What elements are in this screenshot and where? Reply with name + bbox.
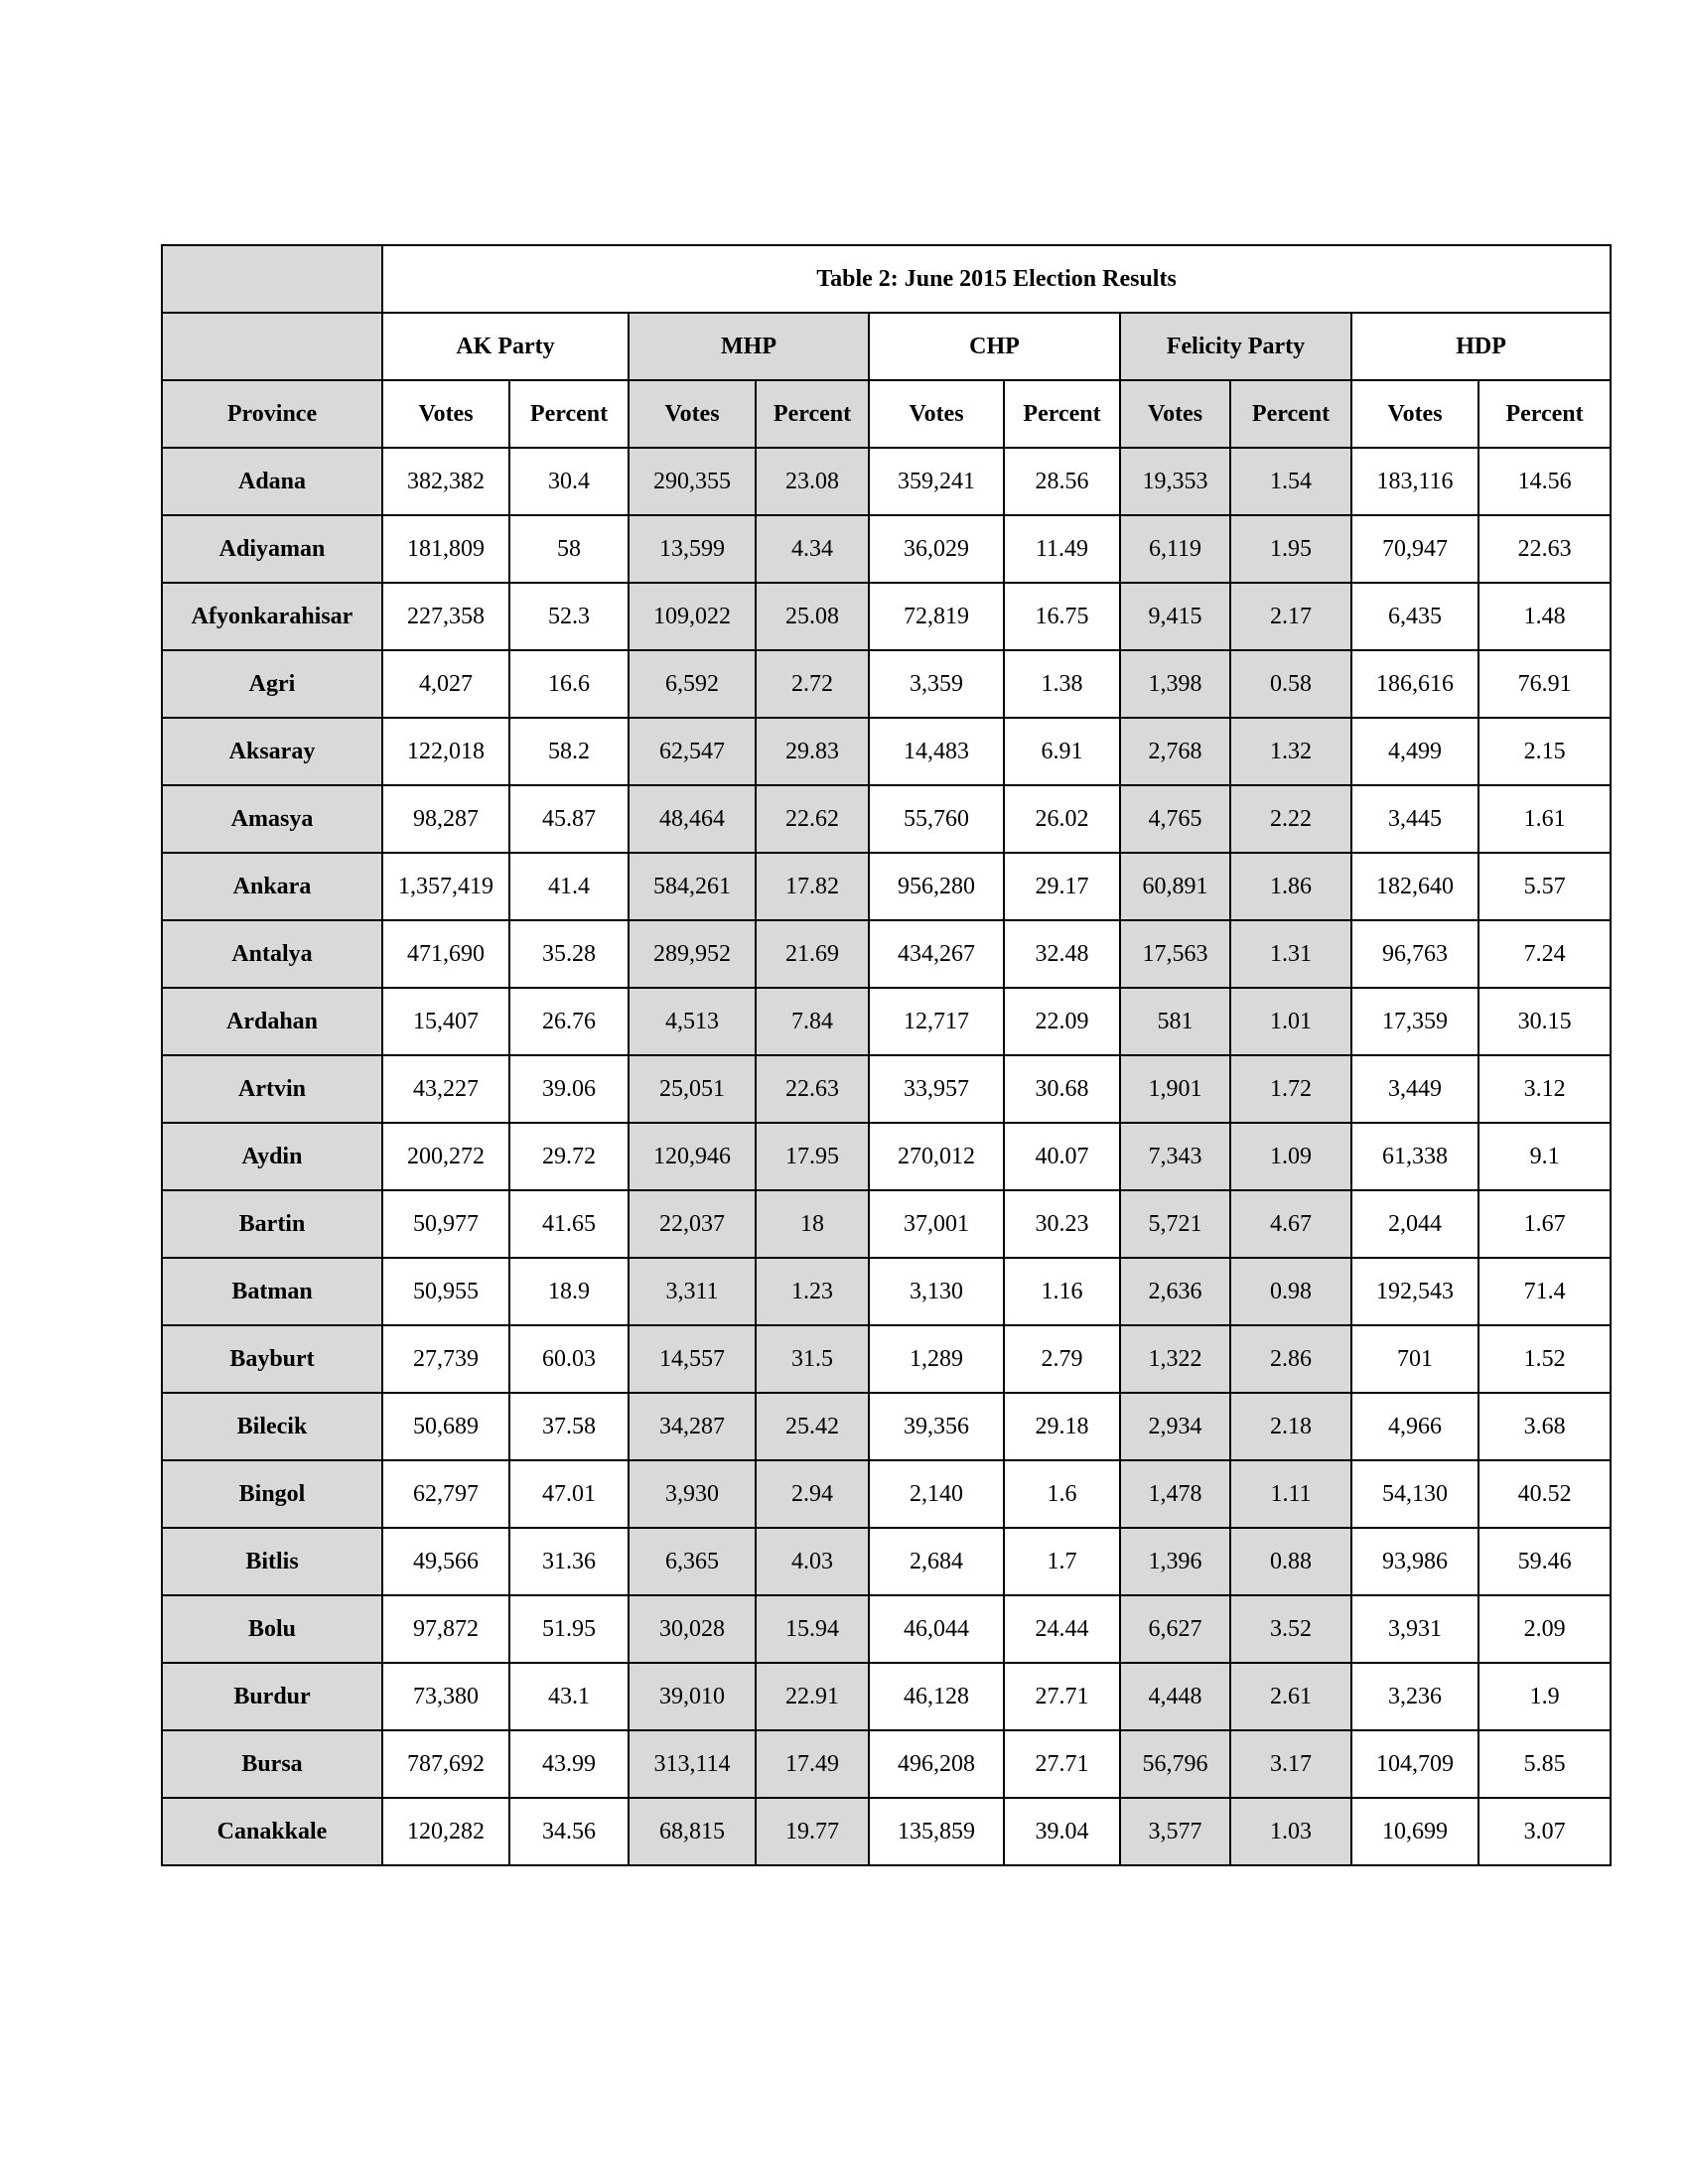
votes-cell: 289,952	[629, 920, 756, 988]
percent-cell: 2.86	[1230, 1325, 1351, 1393]
percent-cell: 43.1	[509, 1663, 629, 1730]
percent-cell: 21.69	[756, 920, 869, 988]
percent-cell: 1.01	[1230, 988, 1351, 1055]
votes-cell: 9,415	[1120, 583, 1230, 650]
table-row	[162, 515, 1611, 583]
party-header-hdp: HDP	[1351, 313, 1611, 380]
percent-cell: 0.88	[1230, 1528, 1351, 1595]
percent-cell: 58.2	[509, 718, 629, 785]
percent-cell: 1.23	[756, 1258, 869, 1325]
percent-cell: 28.56	[1004, 448, 1120, 515]
votes-cell: 98,287	[382, 785, 509, 853]
election-results-table	[161, 244, 1612, 1866]
percent-cell: 43.99	[509, 1730, 629, 1798]
percent-cell: 58	[509, 515, 629, 583]
percent-cell: 29.83	[756, 718, 869, 785]
province-cell: Adiyaman	[162, 515, 382, 583]
province-cell: Afyonkarahisar	[162, 583, 382, 650]
percent-cell: 4.67	[1230, 1190, 1351, 1258]
percent-cell: 22.62	[756, 785, 869, 853]
votes-cell: 3,359	[869, 650, 1004, 718]
votes-cell: 109,022	[629, 583, 756, 650]
percent-cell: 23.08	[756, 448, 869, 515]
title-row	[162, 245, 1611, 313]
percent-cell: 76.91	[1478, 650, 1611, 718]
percent-cell: 0.58	[1230, 650, 1351, 718]
votes-cell: 62,797	[382, 1460, 509, 1528]
votes-cell: 10,699	[1351, 1798, 1478, 1865]
votes-cell: 2,768	[1120, 718, 1230, 785]
percent-cell: 1.72	[1230, 1055, 1351, 1123]
percent-cell: 2.15	[1478, 718, 1611, 785]
votes-cell: 787,692	[382, 1730, 509, 1798]
votes-cell: 50,977	[382, 1190, 509, 1258]
votes-cell: 27,739	[382, 1325, 509, 1393]
votes-cell: 48,464	[629, 785, 756, 853]
votes-cell: 30,028	[629, 1595, 756, 1663]
votes-cell: 4,513	[629, 988, 756, 1055]
votes-header: Votes	[1120, 380, 1230, 448]
votes-cell: 55,760	[869, 785, 1004, 853]
province-header: Province	[162, 380, 382, 448]
votes-header: Votes	[869, 380, 1004, 448]
votes-cell: 382,382	[382, 448, 509, 515]
percent-cell: 5.57	[1478, 853, 1611, 920]
province-cell: Bitlis	[162, 1528, 382, 1595]
table-row	[162, 1460, 1611, 1528]
table-row	[162, 1595, 1611, 1663]
percent-cell: 1.6	[1004, 1460, 1120, 1528]
votes-cell: 5,721	[1120, 1190, 1230, 1258]
votes-cell: 4,027	[382, 650, 509, 718]
percent-cell: 1.48	[1478, 583, 1611, 650]
percent-cell: 40.52	[1478, 1460, 1611, 1528]
table-row	[162, 1258, 1611, 1325]
votes-cell: 471,690	[382, 920, 509, 988]
percent-cell: 2.79	[1004, 1325, 1120, 1393]
percent-cell: 22.91	[756, 1663, 869, 1730]
province-cell: Ardahan	[162, 988, 382, 1055]
percent-cell: 25.08	[756, 583, 869, 650]
percent-header: Percent	[509, 380, 629, 448]
province-cell: Batman	[162, 1258, 382, 1325]
province-cell: Aksaray	[162, 718, 382, 785]
votes-cell: 701	[1351, 1325, 1478, 1393]
votes-cell: 49,566	[382, 1528, 509, 1595]
votes-cell: 1,396	[1120, 1528, 1230, 1595]
percent-cell: 1.32	[1230, 718, 1351, 785]
percent-cell: 39.06	[509, 1055, 629, 1123]
percent-cell: 4.34	[756, 515, 869, 583]
province-cell: Bingol	[162, 1460, 382, 1528]
percent-cell: 41.4	[509, 853, 629, 920]
votes-cell: 19,353	[1120, 448, 1230, 515]
votes-header: Votes	[1351, 380, 1478, 448]
percent-cell: 32.48	[1004, 920, 1120, 988]
votes-cell: 15,407	[382, 988, 509, 1055]
table-row	[162, 1325, 1611, 1393]
percent-cell: 40.07	[1004, 1123, 1120, 1190]
percent-cell: 29.72	[509, 1123, 629, 1190]
province-cell: Bartin	[162, 1190, 382, 1258]
percent-cell: 52.3	[509, 583, 629, 650]
votes-cell: 434,267	[869, 920, 1004, 988]
percent-cell: 37.58	[509, 1393, 629, 1460]
percent-cell: 2.22	[1230, 785, 1351, 853]
province-cell: Bursa	[162, 1730, 382, 1798]
votes-cell: 120,946	[629, 1123, 756, 1190]
percent-cell: 30.15	[1478, 988, 1611, 1055]
votes-cell: 956,280	[869, 853, 1004, 920]
votes-cell: 122,018	[382, 718, 509, 785]
votes-cell: 4,966	[1351, 1393, 1478, 1460]
percent-cell: 2.18	[1230, 1393, 1351, 1460]
votes-cell: 313,114	[629, 1730, 756, 1798]
votes-cell: 2,140	[869, 1460, 1004, 1528]
percent-cell: 1.9	[1478, 1663, 1611, 1730]
percent-cell: 39.04	[1004, 1798, 1120, 1865]
province-cell: Antalya	[162, 920, 382, 988]
percent-cell: 25.42	[756, 1393, 869, 1460]
percent-cell: 30.68	[1004, 1055, 1120, 1123]
votes-cell: 93,986	[1351, 1528, 1478, 1595]
corner-cell	[162, 313, 382, 380]
percent-cell: 47.01	[509, 1460, 629, 1528]
party-header-chp: CHP	[869, 313, 1120, 380]
votes-cell: 3,236	[1351, 1663, 1478, 1730]
percent-cell: 7.24	[1478, 920, 1611, 988]
percent-cell: 4.03	[756, 1528, 869, 1595]
table-row	[162, 1730, 1611, 1798]
votes-cell: 46,128	[869, 1663, 1004, 1730]
percent-cell: 2.94	[756, 1460, 869, 1528]
party-header-ak-party: AK Party	[382, 313, 629, 380]
votes-cell: 192,543	[1351, 1258, 1478, 1325]
percent-cell: 27.71	[1004, 1730, 1120, 1798]
votes-cell: 97,872	[382, 1595, 509, 1663]
percent-header: Percent	[1230, 380, 1351, 448]
percent-cell: 6.91	[1004, 718, 1120, 785]
votes-cell: 6,435	[1351, 583, 1478, 650]
votes-cell: 581	[1120, 988, 1230, 1055]
percent-cell: 1.52	[1478, 1325, 1611, 1393]
votes-cell: 1,357,419	[382, 853, 509, 920]
votes-cell: 34,287	[629, 1393, 756, 1460]
percent-cell: 7.84	[756, 988, 869, 1055]
percent-cell: 1.61	[1478, 785, 1611, 853]
percent-cell: 22.63	[1478, 515, 1611, 583]
votes-cell: 6,365	[629, 1528, 756, 1595]
party-header-felicity-party: Felicity Party	[1120, 313, 1351, 380]
votes-cell: 270,012	[869, 1123, 1004, 1190]
table-row	[162, 785, 1611, 853]
votes-header: Votes	[629, 380, 756, 448]
party-header-mhp: MHP	[629, 313, 869, 380]
percent-cell: 29.18	[1004, 1393, 1120, 1460]
percent-cell: 2.72	[756, 650, 869, 718]
votes-cell: 33,957	[869, 1055, 1004, 1123]
votes-cell: 7,343	[1120, 1123, 1230, 1190]
table-row	[162, 988, 1611, 1055]
votes-cell: 39,010	[629, 1663, 756, 1730]
percent-cell: 27.71	[1004, 1663, 1120, 1730]
percent-cell: 26.02	[1004, 785, 1120, 853]
votes-cell: 359,241	[869, 448, 1004, 515]
votes-cell: 6,119	[1120, 515, 1230, 583]
percent-cell: 59.46	[1478, 1528, 1611, 1595]
table-row	[162, 1393, 1611, 1460]
percent-cell: 22.09	[1004, 988, 1120, 1055]
corner-cell	[162, 245, 382, 313]
percent-cell: 3.12	[1478, 1055, 1611, 1123]
percent-cell: 45.87	[509, 785, 629, 853]
votes-cell: 1,478	[1120, 1460, 1230, 1528]
votes-cell: 13,599	[629, 515, 756, 583]
province-cell: Burdur	[162, 1663, 382, 1730]
percent-cell: 1.86	[1230, 853, 1351, 920]
table-row	[162, 448, 1611, 515]
percent-cell: 17.82	[756, 853, 869, 920]
percent-cell: 3.52	[1230, 1595, 1351, 1663]
votes-cell: 50,689	[382, 1393, 509, 1460]
votes-cell: 3,577	[1120, 1798, 1230, 1865]
table-row	[162, 583, 1611, 650]
percent-cell: 1.03	[1230, 1798, 1351, 1865]
votes-cell: 181,809	[382, 515, 509, 583]
percent-cell: 26.76	[509, 988, 629, 1055]
percent-cell: 0.98	[1230, 1258, 1351, 1325]
percent-cell: 1.09	[1230, 1123, 1351, 1190]
votes-cell: 3,930	[629, 1460, 756, 1528]
percent-cell: 34.56	[509, 1798, 629, 1865]
province-cell: Aydin	[162, 1123, 382, 1190]
percent-cell: 1.7	[1004, 1528, 1120, 1595]
percent-cell: 1.38	[1004, 650, 1120, 718]
percent-cell: 19.77	[756, 1798, 869, 1865]
votes-cell: 54,130	[1351, 1460, 1478, 1528]
percent-cell: 1.16	[1004, 1258, 1120, 1325]
percent-cell: 71.4	[1478, 1258, 1611, 1325]
votes-cell: 60,891	[1120, 853, 1230, 920]
votes-cell: 68,815	[629, 1798, 756, 1865]
table-row	[162, 1123, 1611, 1190]
percent-cell: 1.11	[1230, 1460, 1351, 1528]
table-row	[162, 1798, 1611, 1865]
votes-cell: 72,819	[869, 583, 1004, 650]
party-header-row	[162, 313, 1611, 380]
votes-cell: 36,029	[869, 515, 1004, 583]
votes-cell: 6,592	[629, 650, 756, 718]
percent-cell: 18.9	[509, 1258, 629, 1325]
votes-cell: 70,947	[1351, 515, 1478, 583]
votes-cell: 61,338	[1351, 1123, 1478, 1190]
percent-cell: 11.49	[1004, 515, 1120, 583]
percent-header: Percent	[1478, 380, 1611, 448]
percent-cell: 60.03	[509, 1325, 629, 1393]
percent-cell: 2.09	[1478, 1595, 1611, 1663]
column-header-row	[162, 380, 1611, 448]
votes-header: Votes	[382, 380, 509, 448]
votes-cell: 4,448	[1120, 1663, 1230, 1730]
votes-cell: 1,289	[869, 1325, 1004, 1393]
percent-cell: 5.85	[1478, 1730, 1611, 1798]
votes-cell: 3,130	[869, 1258, 1004, 1325]
table-row	[162, 718, 1611, 785]
votes-cell: 227,358	[382, 583, 509, 650]
percent-cell: 31.5	[756, 1325, 869, 1393]
votes-cell: 25,051	[629, 1055, 756, 1123]
province-cell: Adana	[162, 448, 382, 515]
votes-cell: 1,322	[1120, 1325, 1230, 1393]
percent-header: Percent	[1004, 380, 1120, 448]
votes-cell: 22,037	[629, 1190, 756, 1258]
percent-cell: 24.44	[1004, 1595, 1120, 1663]
votes-cell: 17,359	[1351, 988, 1478, 1055]
votes-cell: 290,355	[629, 448, 756, 515]
table-row	[162, 853, 1611, 920]
percent-header: Percent	[756, 380, 869, 448]
votes-cell: 12,717	[869, 988, 1004, 1055]
percent-cell: 3.07	[1478, 1798, 1611, 1865]
percent-cell: 18	[756, 1190, 869, 1258]
votes-cell: 200,272	[382, 1123, 509, 1190]
votes-cell: 14,483	[869, 718, 1004, 785]
table-row	[162, 1055, 1611, 1123]
percent-cell: 17.95	[756, 1123, 869, 1190]
votes-cell: 2,934	[1120, 1393, 1230, 1460]
table-row	[162, 650, 1611, 718]
percent-cell: 30.4	[509, 448, 629, 515]
percent-cell: 3.68	[1478, 1393, 1611, 1460]
percent-cell: 1.95	[1230, 515, 1351, 583]
votes-cell: 46,044	[869, 1595, 1004, 1663]
votes-cell: 3,931	[1351, 1595, 1478, 1663]
votes-cell: 43,227	[382, 1055, 509, 1123]
votes-cell: 186,616	[1351, 650, 1478, 718]
province-cell: Canakkale	[162, 1798, 382, 1865]
votes-cell: 17,563	[1120, 920, 1230, 988]
votes-cell: 2,636	[1120, 1258, 1230, 1325]
votes-cell: 496,208	[869, 1730, 1004, 1798]
percent-cell: 29.17	[1004, 853, 1120, 920]
province-cell: Artvin	[162, 1055, 382, 1123]
votes-cell: 4,765	[1120, 785, 1230, 853]
percent-cell: 22.63	[756, 1055, 869, 1123]
table-title: Table 2: June 2015 Election Results	[382, 245, 1611, 313]
percent-cell: 31.36	[509, 1528, 629, 1595]
table-row	[162, 1190, 1611, 1258]
votes-cell: 3,311	[629, 1258, 756, 1325]
votes-cell: 182,640	[1351, 853, 1478, 920]
votes-cell: 39,356	[869, 1393, 1004, 1460]
table-row	[162, 1663, 1611, 1730]
percent-cell: 30.23	[1004, 1190, 1120, 1258]
percent-cell: 2.17	[1230, 583, 1351, 650]
province-cell: Agri	[162, 650, 382, 718]
votes-cell: 120,282	[382, 1798, 509, 1865]
votes-cell: 56,796	[1120, 1730, 1230, 1798]
percent-cell: 35.28	[509, 920, 629, 988]
percent-cell: 41.65	[509, 1190, 629, 1258]
votes-cell: 135,859	[869, 1798, 1004, 1865]
votes-cell: 1,398	[1120, 650, 1230, 718]
percent-cell: 15.94	[756, 1595, 869, 1663]
percent-cell: 1.54	[1230, 448, 1351, 515]
province-cell: Ankara	[162, 853, 382, 920]
percent-cell: 16.75	[1004, 583, 1120, 650]
votes-cell: 62,547	[629, 718, 756, 785]
votes-cell: 2,684	[869, 1528, 1004, 1595]
votes-cell: 1,901	[1120, 1055, 1230, 1123]
province-cell: Bolu	[162, 1595, 382, 1663]
percent-cell: 17.49	[756, 1730, 869, 1798]
votes-cell: 6,627	[1120, 1595, 1230, 1663]
votes-cell: 96,763	[1351, 920, 1478, 988]
votes-cell: 50,955	[382, 1258, 509, 1325]
votes-cell: 3,449	[1351, 1055, 1478, 1123]
province-cell: Bilecik	[162, 1393, 382, 1460]
table-row	[162, 920, 1611, 988]
votes-cell: 183,116	[1351, 448, 1478, 515]
votes-cell: 4,499	[1351, 718, 1478, 785]
votes-cell: 2,044	[1351, 1190, 1478, 1258]
votes-cell: 584,261	[629, 853, 756, 920]
percent-cell: 1.31	[1230, 920, 1351, 988]
percent-cell: 51.95	[509, 1595, 629, 1663]
percent-cell: 1.67	[1478, 1190, 1611, 1258]
province-cell: Bayburt	[162, 1325, 382, 1393]
votes-cell: 37,001	[869, 1190, 1004, 1258]
province-cell: Amasya	[162, 785, 382, 853]
votes-cell: 14,557	[629, 1325, 756, 1393]
percent-cell: 2.61	[1230, 1663, 1351, 1730]
table-row	[162, 1528, 1611, 1595]
votes-cell: 3,445	[1351, 785, 1478, 853]
votes-cell: 104,709	[1351, 1730, 1478, 1798]
votes-cell: 73,380	[382, 1663, 509, 1730]
percent-cell: 14.56	[1478, 448, 1611, 515]
percent-cell: 16.6	[509, 650, 629, 718]
percent-cell: 3.17	[1230, 1730, 1351, 1798]
percent-cell: 9.1	[1478, 1123, 1611, 1190]
